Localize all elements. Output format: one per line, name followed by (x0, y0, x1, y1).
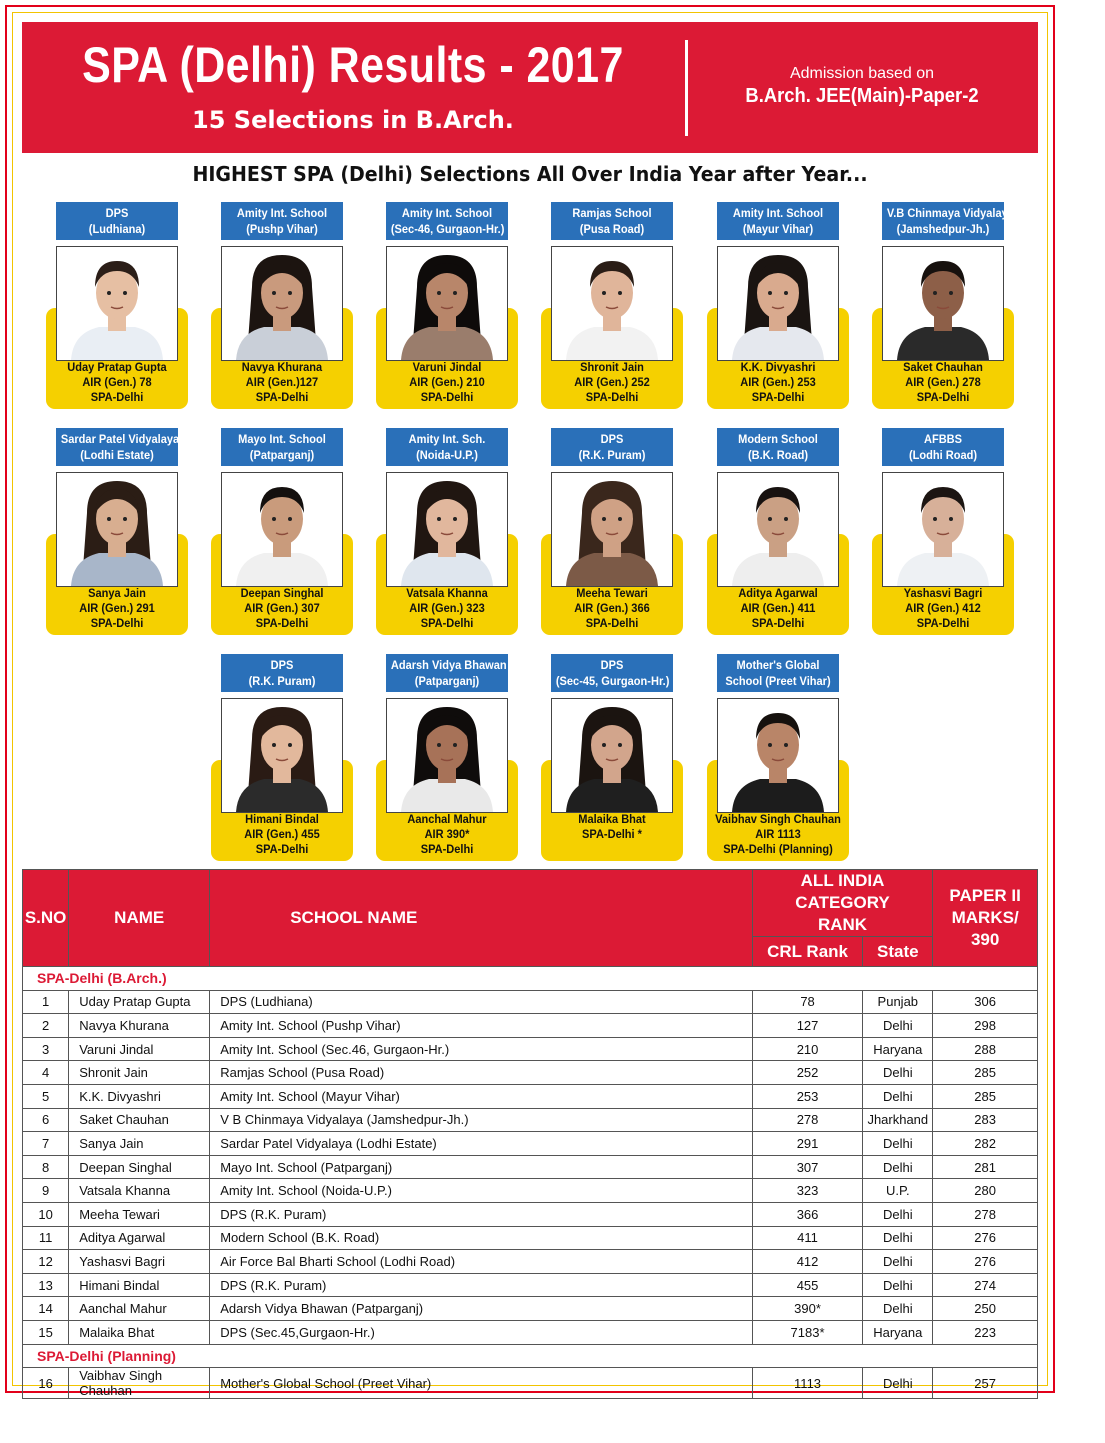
admission-line-2: B.Arch. JEE(Main)-Paper-2 (745, 85, 979, 107)
cell-school: Mother's Global School (Preet Vihar) (210, 1368, 753, 1399)
student-card (707, 202, 849, 423)
student-rank: AIR (Gen.)127 (245, 375, 319, 389)
admission-line-1: Admission based on (789, 65, 935, 82)
person-portrait-icon (552, 247, 672, 360)
student-rank: AIR (Gen.) 412 (905, 601, 981, 615)
student-name: Vaibhav Singh Chauhan (715, 812, 841, 826)
cell-school: DPS (R.K. Puram) (210, 1202, 753, 1226)
student-photo (221, 698, 343, 813)
col-school: SCHOOL NAME (210, 870, 753, 967)
cell-school: Amity Int. School (Noida-U.P.) (210, 1179, 753, 1203)
student-photo (56, 472, 178, 587)
student-photo (882, 246, 1004, 361)
cell-crl-rank: 412 (752, 1250, 863, 1274)
cell-crl-rank: 210 (752, 1037, 863, 1061)
student-photo (221, 472, 343, 587)
cell-crl-rank: 78 (752, 990, 863, 1014)
student-card (46, 202, 188, 423)
student-rank: AIR (Gen.) 455 (244, 827, 320, 841)
student-photo (386, 472, 508, 587)
school-label (717, 654, 839, 692)
cell-state: Delhi (863, 1155, 933, 1179)
group-row (23, 1344, 1038, 1368)
cell-crl-rank: 455 (752, 1273, 863, 1297)
school-label-line: Mayo Int. School (238, 432, 326, 446)
col-state: State (863, 937, 933, 967)
student-caption (376, 586, 518, 631)
student-institute: SPA-Delhi (Planning) (723, 842, 833, 856)
school-label-line: Amity Int. School (236, 206, 328, 220)
school-label-line: (R.K. Puram) (578, 448, 646, 462)
cell-school: DPS (Sec.45,Gurgaon-Hr.) (210, 1320, 753, 1344)
student-name: Himani Bindal (245, 812, 319, 826)
cell-crl-rank: 7183* (752, 1320, 863, 1344)
school-label-line: (Pusa Road) (579, 222, 645, 236)
school-label-line: School (Preet Vihar) (725, 674, 831, 688)
school-label (717, 202, 839, 240)
school-label (386, 428, 508, 466)
student-institute: SPA-Delhi (916, 390, 970, 404)
student-card (376, 202, 518, 423)
cell-crl-rank: 411 (752, 1226, 863, 1250)
person-portrait-icon (222, 247, 342, 360)
school-label-line: Sardar Patel Vidyalaya (60, 432, 180, 446)
cell-name: Deepan Singhal (69, 1155, 210, 1179)
student-caption (46, 360, 188, 405)
school-label-line: (B.K. Road) (747, 448, 809, 462)
student-caption (541, 586, 683, 631)
school-label-line: Amity Int. School (401, 206, 493, 220)
cell-school: Amity Int. School (Mayur Vihar) (210, 1084, 753, 1108)
col-sno: S.NO (23, 870, 69, 967)
school-label-line: DPS (600, 658, 624, 672)
person-portrait-icon (883, 473, 1003, 586)
student-caption (707, 360, 849, 405)
student-rank: SPA-Delhi * (582, 827, 642, 841)
person-portrait-icon (718, 473, 838, 586)
col-rank-group: ALL INDIA CATEGORY RANK (752, 870, 933, 937)
table-row (23, 1320, 1038, 1344)
table-row (23, 1368, 1038, 1399)
school-label-line: (Pushp Vihar) (246, 222, 318, 236)
student-rank: AIR (Gen.) 323 (409, 601, 485, 615)
student-photo (386, 246, 508, 361)
cell-name: Aanchal Mahur (69, 1297, 210, 1321)
cell-marks: 223 (933, 1320, 1038, 1344)
cell-state: U.P. (863, 1179, 933, 1203)
cell-school: Amity Int. School (Sec.46, Gurgaon-Hr.) (210, 1037, 753, 1061)
cell-sno: 15 (23, 1320, 69, 1344)
student-name: Malaika Bhat (578, 812, 646, 826)
person-portrait-icon (222, 699, 342, 812)
cell-school: Mayo Int. School (Patparganj) (210, 1155, 753, 1179)
headline: HIGHEST SPA (Delhi) Selections All Over India Year after Year... (192, 162, 868, 186)
student-card (541, 428, 683, 649)
cell-sno: 12 (23, 1250, 69, 1274)
school-label-line: (Sec-45, Gurgaon-Hr.) (555, 674, 670, 688)
student-caption (211, 812, 353, 857)
student-caption (211, 586, 353, 631)
cell-state: Delhi (863, 1297, 933, 1321)
student-rank: AIR (Gen.) 291 (79, 601, 155, 615)
student-caption (376, 812, 518, 857)
cell-marks: 288 (933, 1037, 1038, 1061)
cell-state: Delhi (863, 1273, 933, 1297)
cell-sno: 9 (23, 1179, 69, 1203)
student-photo (882, 472, 1004, 587)
cell-state: Punjab (863, 990, 933, 1014)
student-institute: SPA-Delhi (585, 616, 639, 630)
school-label-line: (Jamshedpur-Jh.) (896, 222, 990, 236)
person-portrait-icon (387, 247, 507, 360)
school-label-line: (R.K. Puram) (248, 674, 316, 688)
cell-sno: 1 (23, 990, 69, 1014)
student-rank: AIR (Gen.) 411 (740, 601, 816, 615)
cell-sno: 14 (23, 1297, 69, 1321)
student-name: Vatsala Khanna (406, 586, 488, 600)
header-banner (22, 22, 1038, 153)
cell-marks: 276 (933, 1250, 1038, 1274)
cell-name: Himani Bindal (69, 1273, 210, 1297)
student-card (707, 428, 849, 649)
school-label-line: (Patparganj) (414, 674, 480, 688)
cell-marks: 298 (933, 1014, 1038, 1038)
table-row (23, 1179, 1038, 1203)
cell-school: Ramjas School (Pusa Road) (210, 1061, 753, 1085)
school-label (551, 202, 673, 240)
table-body (23, 967, 1038, 1399)
student-card (46, 428, 188, 649)
school-label (717, 428, 839, 466)
cell-name: Vaibhav Singh Chauhan (69, 1368, 210, 1399)
cell-marks: 285 (933, 1061, 1038, 1085)
cell-school: DPS (R.K. Puram) (210, 1273, 753, 1297)
student-caption (872, 586, 1014, 631)
cell-crl-rank: 253 (752, 1084, 863, 1108)
student-caption (541, 812, 683, 842)
student-caption (211, 360, 353, 405)
student-institute: SPA-Delhi (90, 616, 144, 630)
student-institute: SPA-Delhi (420, 616, 474, 630)
table-row (23, 1014, 1038, 1038)
cell-school: Sardar Patel Vidyalaya (Lodhi Estate) (210, 1132, 753, 1156)
table-row (23, 1202, 1038, 1226)
cell-name: Meeha Tewari (69, 1202, 210, 1226)
cell-state: Delhi (863, 1226, 933, 1250)
cell-marks: 257 (933, 1368, 1038, 1399)
school-label-line: (Ludhiana) (88, 222, 146, 236)
student-photo (551, 246, 673, 361)
student-photo (386, 698, 508, 813)
student-photo (221, 246, 343, 361)
cell-marks: 250 (933, 1297, 1038, 1321)
student-card (211, 428, 353, 649)
cell-name: Aditya Agarwal (69, 1226, 210, 1250)
cell-sno: 6 (23, 1108, 69, 1132)
cell-sno: 8 (23, 1155, 69, 1179)
banner-divider (685, 40, 688, 136)
student-name: Varuni Jindal (412, 360, 482, 374)
cell-state: Delhi (863, 1202, 933, 1226)
student-photo (56, 246, 178, 361)
results-table (22, 869, 1038, 1399)
school-label-line: AFBBS (923, 432, 963, 446)
table-row (23, 1037, 1038, 1061)
cell-name: Sanya Jain (69, 1132, 210, 1156)
cell-sno: 4 (23, 1061, 69, 1085)
person-portrait-icon (718, 699, 838, 812)
student-name: Uday Pratap Gupta (67, 360, 167, 374)
cell-marks: 280 (933, 1179, 1038, 1203)
school-label-line: (Lodhi Road) (908, 448, 978, 462)
cell-name: Shronit Jain (69, 1061, 210, 1085)
cell-state: Haryana (863, 1320, 933, 1344)
cell-crl-rank: 390* (752, 1297, 863, 1321)
table-row (23, 1132, 1038, 1156)
cell-marks: 285 (933, 1084, 1038, 1108)
cell-state: Delhi (863, 1250, 933, 1274)
student-name: Aditya Agarwal (738, 586, 818, 600)
table-row (23, 1155, 1038, 1179)
cell-sno: 3 (23, 1037, 69, 1061)
school-label-line: DPS (105, 206, 129, 220)
student-name: Meeha Tewari (576, 586, 648, 600)
student-caption (707, 812, 849, 857)
student-institute: SPA-Delhi (255, 616, 309, 630)
group-row (23, 967, 1038, 991)
cell-marks: 281 (933, 1155, 1038, 1179)
school-label (56, 428, 178, 466)
cell-state: Delhi (863, 1084, 933, 1108)
cell-crl-rank: 323 (752, 1179, 863, 1203)
student-rank: AIR (Gen.) 253 (740, 375, 816, 389)
cell-name: Varuni Jindal (69, 1037, 210, 1061)
student-rank: AIR 390* (424, 827, 470, 841)
cell-state: Jharkhand (863, 1108, 933, 1132)
person-portrait-icon (552, 699, 672, 812)
student-institute: SPA-Delhi (255, 842, 309, 856)
student-name: Deepan Singhal (240, 586, 324, 600)
school-label (56, 202, 178, 240)
student-rank: AIR (Gen.) 78 (82, 375, 152, 389)
cell-name: Navya Khurana (69, 1014, 210, 1038)
group-label: SPA-Delhi (B.Arch.) (23, 967, 1038, 991)
student-rank: AIR (Gen.) 366 (574, 601, 650, 615)
student-institute: SPA-Delhi (916, 616, 970, 630)
person-portrait-icon (57, 473, 177, 586)
cell-state: Haryana (863, 1037, 933, 1061)
student-rank: AIR (Gen.) 252 (574, 375, 650, 389)
cell-state: Delhi (863, 1061, 933, 1085)
cell-school: Air Force Bal Bharti School (Lodhi Road) (210, 1250, 753, 1274)
person-portrait-icon (387, 699, 507, 812)
student-institute: SPA-Delhi (585, 390, 639, 404)
student-rank: AIR 1113 (755, 827, 801, 841)
cell-marks: 306 (933, 990, 1038, 1014)
table-row (23, 1084, 1038, 1108)
school-label-line: V.B Chinmaya Vidyalaya (886, 206, 1014, 220)
cell-name: Saket Chauhan (69, 1108, 210, 1132)
school-label-line: Adarsh Vidya Bhawan (390, 658, 507, 672)
student-card (872, 428, 1014, 649)
school-label (386, 654, 508, 692)
student-institute: SPA-Delhi (255, 390, 309, 404)
student-photo (551, 472, 673, 587)
school-label (221, 428, 343, 466)
school-label (221, 654, 343, 692)
cell-school: V B Chinmaya Vidyalaya (Jamshedpur-Jh.) (210, 1108, 753, 1132)
cell-marks: 282 (933, 1132, 1038, 1156)
person-portrait-icon (222, 473, 342, 586)
school-label-line: Modern School (738, 432, 818, 446)
cell-crl-rank: 291 (752, 1132, 863, 1156)
student-card (707, 654, 849, 875)
school-label (386, 202, 508, 240)
cell-name: Uday Pratap Gupta (69, 990, 210, 1014)
col-crl-rank: CRL Rank (752, 937, 863, 967)
student-rank: AIR (Gen.) 210 (409, 375, 485, 389)
cell-name: Vatsala Khanna (69, 1179, 210, 1203)
student-rank: AIR (Gen.) 278 (905, 375, 981, 389)
cell-school: Adarsh Vidya Bhawan (Patparganj) (210, 1297, 753, 1321)
student-rank: AIR (Gen.) 307 (244, 601, 320, 615)
student-card (872, 202, 1014, 423)
school-label-line: Amity Int. Sch. (408, 432, 486, 446)
student-name: Shronit Jain (580, 360, 644, 374)
person-portrait-icon (387, 473, 507, 586)
table-row (23, 990, 1038, 1014)
cell-sno: 13 (23, 1273, 69, 1297)
col-marks: PAPER II MARKS/ 390 (933, 870, 1038, 967)
cell-marks: 283 (933, 1108, 1038, 1132)
person-portrait-icon (57, 247, 177, 360)
table-row (23, 1108, 1038, 1132)
student-card (541, 654, 683, 875)
cell-sno: 11 (23, 1226, 69, 1250)
school-label-line: DPS (270, 658, 294, 672)
student-name: Yashasvi Bagri (903, 586, 983, 600)
student-photo (717, 472, 839, 587)
student-institute: SPA-Delhi (751, 390, 805, 404)
person-portrait-icon (883, 247, 1003, 360)
cell-marks: 276 (933, 1226, 1038, 1250)
student-name: Sanya Jain (88, 586, 146, 600)
cell-crl-rank: 252 (752, 1061, 863, 1085)
cell-crl-rank: 366 (752, 1202, 863, 1226)
group-label: SPA-Delhi (Planning) (23, 1344, 1038, 1368)
student-photo (717, 246, 839, 361)
school-label-line: Amity Int. School (732, 206, 824, 220)
cell-name: Yashasvi Bagri (69, 1250, 210, 1274)
student-caption (46, 586, 188, 631)
student-card (376, 654, 518, 875)
student-card (211, 202, 353, 423)
school-label (551, 428, 673, 466)
cell-name: Malaika Bhat (69, 1320, 210, 1344)
school-label (882, 428, 1004, 466)
student-name: Saket Chauhan (903, 360, 983, 374)
cell-sno: 7 (23, 1132, 69, 1156)
table-row (23, 1250, 1038, 1274)
cell-state: Delhi (863, 1014, 933, 1038)
banner-title: SPA (Delhi) Results - 2017 (82, 37, 624, 93)
student-caption (707, 586, 849, 631)
student-institute: SPA-Delhi (420, 390, 474, 404)
school-label-line: (Patparganj) (249, 448, 315, 462)
person-portrait-icon (552, 473, 672, 586)
table-row (23, 1273, 1038, 1297)
cell-school: Modern School (B.K. Road) (210, 1226, 753, 1250)
student-institute: SPA-Delhi (420, 842, 474, 856)
cell-sno: 16 (23, 1368, 69, 1399)
cell-school: DPS (Ludhiana) (210, 990, 753, 1014)
school-label (221, 202, 343, 240)
student-name: K.K. Divyashri (740, 360, 816, 374)
student-caption (376, 360, 518, 405)
cell-name: K.K. Divyashri (69, 1084, 210, 1108)
cell-crl-rank: 278 (752, 1108, 863, 1132)
school-label (882, 202, 1014, 240)
student-institute: SPA-Delhi (90, 390, 144, 404)
cell-marks: 274 (933, 1273, 1038, 1297)
school-label-line: (Noida-U.P.) (416, 448, 478, 462)
student-card (541, 202, 683, 423)
school-label (551, 654, 673, 692)
table-row (23, 1226, 1038, 1250)
student-name: Aanchal Mahur (407, 812, 487, 826)
student-card (376, 428, 518, 649)
school-label-line: (Sec-46, Gurgaon-Hr.) (390, 222, 505, 236)
table-row (23, 1297, 1038, 1321)
cell-sno: 10 (23, 1202, 69, 1226)
student-name: Navya Khurana (241, 360, 323, 374)
cell-state: Delhi (863, 1368, 933, 1399)
cell-crl-rank: 307 (752, 1155, 863, 1179)
cell-state: Delhi (863, 1132, 933, 1156)
student-caption (872, 360, 1014, 405)
cell-school: Amity Int. School (Pushp Vihar) (210, 1014, 753, 1038)
school-label-line: Ramjas School (572, 206, 652, 220)
cell-crl-rank: 127 (752, 1014, 863, 1038)
school-label-line: Mother's Global (736, 658, 820, 672)
cell-crl-rank: 1113 (752, 1368, 863, 1399)
cell-sno: 5 (23, 1084, 69, 1108)
student-caption (541, 360, 683, 405)
cell-marks: 278 (933, 1202, 1038, 1226)
banner-subtitle: 15 Selections in B.Arch. (192, 106, 514, 134)
cell-sno: 2 (23, 1014, 69, 1038)
col-name: NAME (69, 870, 210, 967)
student-photo (551, 698, 673, 813)
person-portrait-icon (718, 247, 838, 360)
school-label-line: DPS (600, 432, 624, 446)
school-label-line: (Mayur Vihar) (742, 222, 814, 236)
student-photo (717, 698, 839, 813)
student-card (211, 654, 353, 875)
table-row (23, 1061, 1038, 1085)
student-institute: SPA-Delhi (751, 616, 805, 630)
school-label-line: (Lodhi Estate) (80, 448, 154, 462)
